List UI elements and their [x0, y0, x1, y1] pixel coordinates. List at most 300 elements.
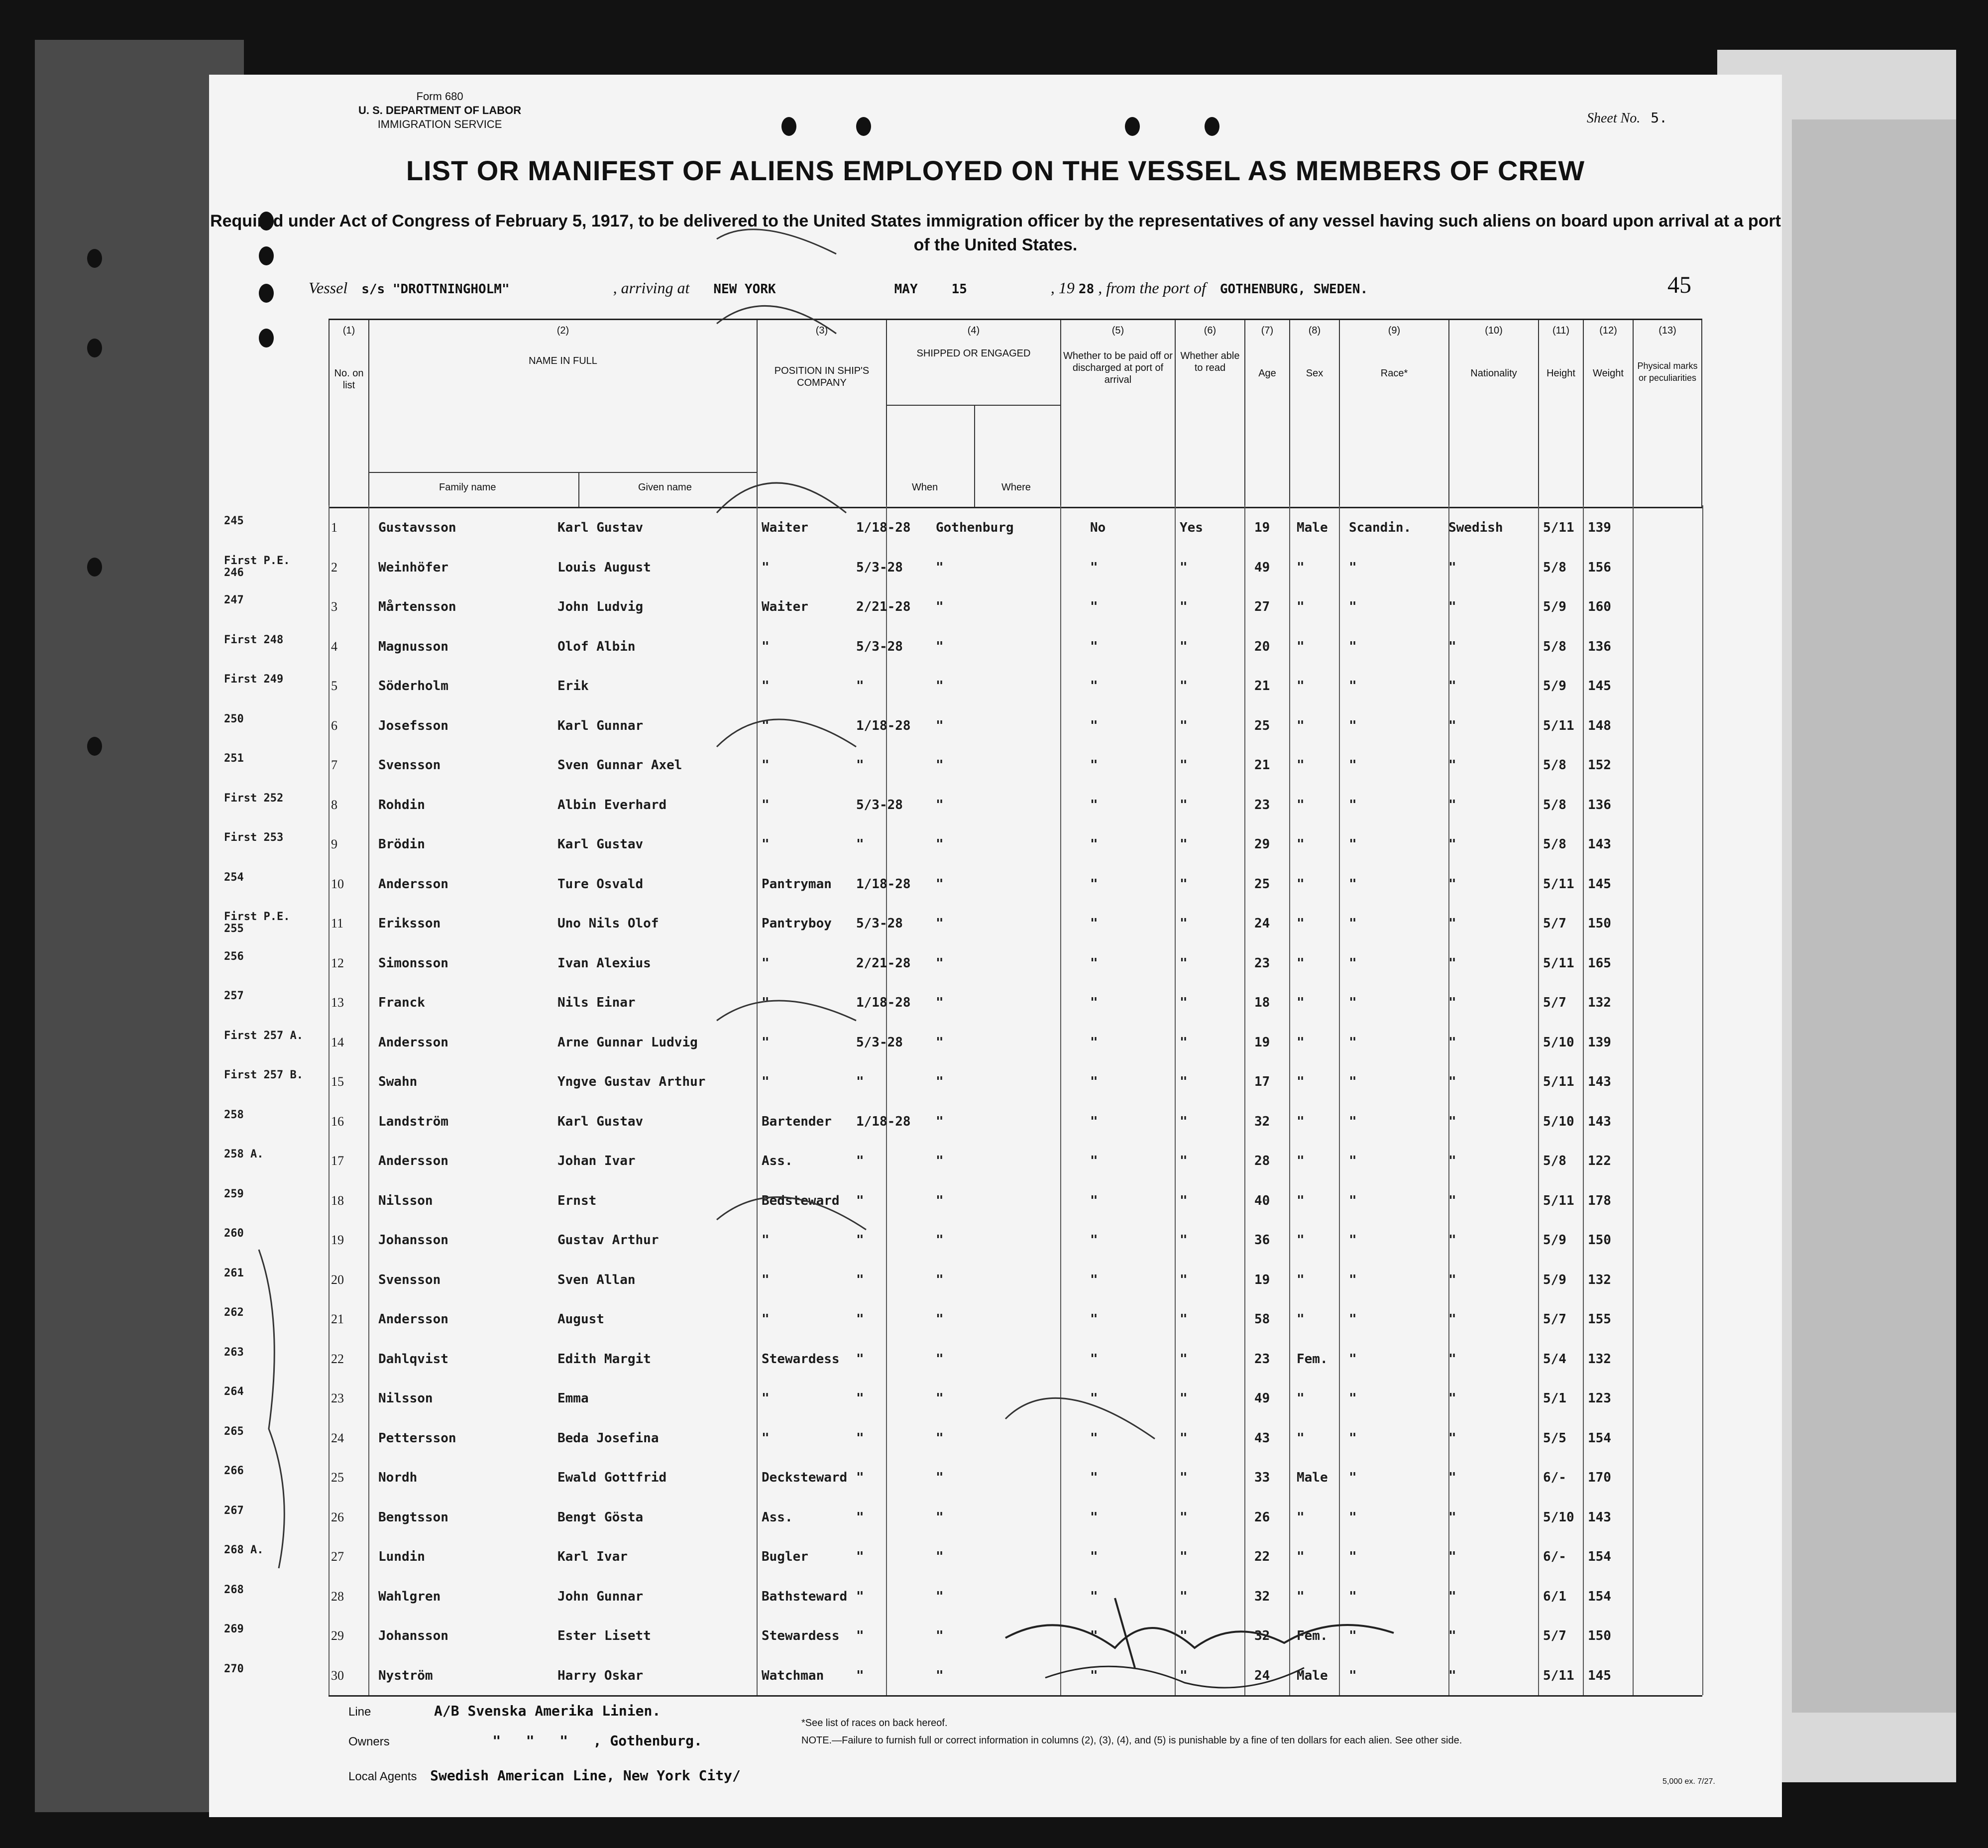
- cell-age: 20: [1254, 639, 1270, 654]
- form-number: Form 680: [416, 90, 463, 103]
- cell-nationality: ": [1448, 955, 1456, 971]
- cell-paid-off: ": [1090, 1114, 1098, 1129]
- cell-age: 49: [1254, 560, 1270, 575]
- cell-weight: 122: [1588, 1154, 1611, 1168]
- cell-shipped-when: ": [856, 1549, 864, 1564]
- form-header-block: [358, 90, 521, 131]
- cell-shipped-where: ": [936, 1351, 944, 1367]
- cell-race: ": [1349, 718, 1357, 733]
- cell-margin-list-number: 266: [224, 1465, 244, 1477]
- table-row: [209, 1223, 1782, 1262]
- table-row: [209, 550, 1782, 589]
- cell-race: ": [1349, 1470, 1357, 1485]
- cell-given-name: Erik: [557, 679, 589, 693]
- cell-margin-list-number: First 257 A.: [224, 1029, 303, 1042]
- cell-given-name: Arne Gunnar Ludvig: [557, 1035, 698, 1050]
- cell-margin-list-number: First 253: [224, 831, 284, 844]
- cell-sex: ": [1297, 995, 1305, 1010]
- cell-race: ": [1349, 1430, 1357, 1446]
- cell-given-name: Karl Gustav: [557, 520, 644, 535]
- cell-row-number: 12: [331, 955, 344, 970]
- cell-height: 5/9: [1543, 1233, 1566, 1248]
- cell-given-name: John Gunnar: [557, 1589, 644, 1604]
- cell-margin-list-number: 268: [224, 1583, 244, 1596]
- cell-shipped-when: ": [856, 1193, 864, 1208]
- table-row: [209, 1064, 1782, 1104]
- cell-weight: 143: [1588, 837, 1611, 852]
- cell-shipped-when: ": [856, 1074, 864, 1089]
- cell-row-number: 4: [331, 639, 337, 654]
- arrival-port: NEW YORK: [713, 282, 776, 297]
- cell-row-number: 27: [331, 1549, 344, 1564]
- cell-race: ": [1349, 1272, 1357, 1287]
- cell-age: 23: [1254, 1351, 1270, 1367]
- cell-shipped-where: Gothenburg: [936, 520, 1014, 535]
- cell-nationality: ": [1448, 1312, 1456, 1327]
- cell-sex: ": [1297, 758, 1305, 773]
- cell-age: 32: [1254, 1114, 1270, 1129]
- cell-shipped-when: ": [856, 1668, 864, 1683]
- cell-position: Watchman: [762, 1668, 824, 1683]
- cell-sex: ": [1297, 916, 1305, 931]
- cell-row-number: 28: [331, 1589, 344, 1604]
- cell-nationality: ": [1448, 916, 1456, 931]
- cell-age: 21: [1254, 758, 1270, 773]
- cell-position: ": [762, 797, 770, 812]
- cell-age: 49: [1254, 1391, 1270, 1406]
- cell-age: 29: [1254, 837, 1270, 852]
- cell-given-name: Karl Gustav: [557, 837, 644, 852]
- cell-height: 6/-: [1543, 1549, 1566, 1564]
- footer-agents-field: [348, 1767, 741, 1784]
- cell-paid-off: ": [1090, 837, 1098, 852]
- cell-age: 24: [1254, 916, 1270, 931]
- cell-given-name: Ivan Alexius: [557, 955, 651, 971]
- cell-paid-off: ": [1090, 1589, 1098, 1604]
- table-row: [209, 1539, 1782, 1579]
- agents-label: Local Agents: [348, 1770, 417, 1783]
- cell-nationality: ": [1448, 876, 1456, 892]
- cell-nationality: ": [1448, 797, 1456, 812]
- cell-age: 33: [1254, 1470, 1270, 1485]
- cell-height: 5/11: [1543, 1668, 1574, 1683]
- cell-row-number: 13: [331, 995, 344, 1010]
- cell-nationality: ": [1448, 639, 1456, 654]
- cell-position: ": [762, 560, 770, 575]
- col-header-shipped: (4) SHIPPED OR ENGAGED When Where: [886, 320, 1060, 507]
- manifest-page: [209, 75, 1782, 1817]
- table-row: [209, 510, 1782, 550]
- cell-age: 21: [1254, 679, 1270, 693]
- cell-shipped-when: ": [856, 1628, 864, 1643]
- cell-row-number: 10: [331, 876, 344, 891]
- line-value: A/B Svenska Amerika Linien.: [434, 1703, 661, 1719]
- col-header-paid-off: (5) Whether to be paid off or discharged at port of arrival: [1060, 320, 1175, 507]
- cell-height: 5/10: [1543, 1035, 1574, 1050]
- cell-margin-list-number: First 249: [224, 673, 284, 686]
- cell-shipped-when: ": [856, 1470, 864, 1485]
- cell-given-name: Karl Gustav: [557, 1114, 644, 1129]
- cell-shipped-where: ": [936, 560, 944, 575]
- cell-sex: ": [1297, 1391, 1305, 1406]
- table-row: [209, 867, 1782, 906]
- cell-family-name: Bengtsson: [378, 1509, 448, 1525]
- cell-given-name: Nils Einar: [557, 995, 636, 1010]
- cell-given-name: Uno Nils Olof: [557, 916, 659, 931]
- punch-hole: [781, 117, 796, 136]
- cell-paid-off: ": [1090, 1351, 1098, 1367]
- cell-family-name: Nilsson: [378, 1193, 433, 1208]
- cell-paid-off: ": [1090, 1193, 1098, 1208]
- cell-nationality: ": [1448, 1391, 1456, 1406]
- cell-paid-off: ": [1090, 1272, 1098, 1287]
- cell-shipped-when: 1/18-28: [856, 876, 911, 892]
- cell-shipped-when: 1/18-28: [856, 718, 911, 733]
- cell-height: 5/7: [1543, 1628, 1566, 1643]
- cell-able-to-read: ": [1180, 916, 1188, 931]
- owners-value: " " " , Gothenburg.: [492, 1732, 702, 1749]
- cell-position: ": [762, 1312, 770, 1327]
- cell-paid-off: ": [1090, 1668, 1098, 1683]
- cell-shipped-where: ": [936, 1272, 944, 1287]
- cell-weight: 156: [1588, 560, 1611, 575]
- cell-race: ": [1349, 560, 1357, 575]
- cell-nationality: ": [1448, 1470, 1456, 1485]
- cell-weight: 170: [1588, 1470, 1611, 1485]
- cell-sex: ": [1297, 1312, 1305, 1327]
- cell-shipped-where: ": [936, 679, 944, 693]
- cell-race: ": [1349, 1074, 1357, 1089]
- cell-age: 40: [1254, 1193, 1270, 1208]
- table-row: [209, 748, 1782, 787]
- vessel-name: s/s "DROTTNINGHOLM": [361, 282, 510, 297]
- cell-paid-off: ": [1090, 916, 1098, 931]
- cell-sex: ": [1297, 560, 1305, 575]
- cell-height: 5/8: [1543, 758, 1566, 773]
- cell-height: 6/1: [1543, 1589, 1566, 1604]
- cell-shipped-where: ": [936, 1509, 944, 1525]
- cell-nationality: ": [1448, 1272, 1456, 1287]
- cell-margin-list-number: 260: [224, 1227, 244, 1240]
- cell-weight: 145: [1588, 679, 1611, 693]
- cell-able-to-read: ": [1180, 1628, 1188, 1643]
- year-prefix: , 19: [1050, 279, 1075, 297]
- cell-position: ": [762, 758, 770, 773]
- cell-shipped-where: ": [936, 1430, 944, 1446]
- print-code: 5,000 ex. 7/27.: [1662, 1777, 1715, 1786]
- cell-family-name: Andersson: [378, 1154, 448, 1168]
- cell-sex: ": [1297, 599, 1305, 614]
- cell-race: ": [1349, 1154, 1357, 1168]
- cell-nationality: ": [1448, 1589, 1456, 1604]
- cell-given-name: Karl Gunnar: [557, 718, 644, 733]
- cell-family-name: Wahlgren: [378, 1589, 441, 1604]
- cell-weight: 145: [1588, 1668, 1611, 1683]
- cell-family-name: Dahlqvist: [378, 1351, 448, 1367]
- cell-shipped-when: 1/18-28: [856, 520, 911, 535]
- cell-race: ": [1349, 1035, 1357, 1050]
- cell-nationality: ": [1448, 560, 1456, 575]
- cell-nationality: ": [1448, 1628, 1456, 1643]
- cell-weight: 136: [1588, 797, 1611, 812]
- cell-shipped-where: ": [936, 995, 944, 1010]
- cell-weight: 165: [1588, 955, 1611, 971]
- corner-number: 45: [1667, 272, 1691, 298]
- cell-margin-list-number: First 252: [224, 792, 284, 805]
- cell-row-number: 17: [331, 1154, 344, 1168]
- cell-row-number: 21: [331, 1312, 344, 1326]
- cell-given-name: Beda Josefina: [557, 1430, 659, 1446]
- cell-height: 5/8: [1543, 560, 1566, 575]
- cell-able-to-read: ": [1180, 599, 1188, 614]
- cell-shipped-when: ": [856, 1312, 864, 1327]
- punch-hole: [1205, 117, 1219, 136]
- cell-sex: ": [1297, 1272, 1305, 1287]
- cell-age: 19: [1254, 1272, 1270, 1287]
- cell-race: ": [1349, 1549, 1357, 1564]
- cell-paid-off: ": [1090, 1549, 1098, 1564]
- cell-age: 22: [1254, 1549, 1270, 1564]
- cell-paid-off: ": [1090, 1154, 1098, 1168]
- cell-given-name: Ester Lisett: [557, 1628, 651, 1643]
- cell-row-number: 23: [331, 1391, 344, 1405]
- cell-race: ": [1349, 916, 1357, 931]
- page-subtitle: Required under Act of Congress of February 5, 1917, to be delivered to the United States immigration officer by the representatives of any vessel having such aliens on board upon arrival at a port of the United States.: [210, 212, 1781, 254]
- cell-nationality: ": [1448, 1154, 1456, 1168]
- cell-position: Bartender: [762, 1114, 832, 1129]
- cell-shipped-when: ": [856, 1391, 864, 1406]
- cell-family-name: Franck: [378, 995, 425, 1010]
- table-row: [209, 1025, 1782, 1064]
- cell-paid-off: ": [1090, 1430, 1098, 1446]
- cell-sex: ": [1297, 1430, 1305, 1446]
- cell-row-number: 19: [331, 1233, 344, 1247]
- cell-paid-off: ": [1090, 718, 1098, 733]
- cell-row-number: 29: [331, 1628, 344, 1643]
- vessel-label: Vessel: [309, 279, 348, 297]
- cell-nationality: ": [1448, 837, 1456, 852]
- cell-shipped-where: ": [936, 797, 944, 812]
- cell-position: ": [762, 1272, 770, 1287]
- cell-sex: ": [1297, 1193, 1305, 1208]
- cell-family-name: Svensson: [378, 1272, 441, 1287]
- cell-family-name: Simonsson: [378, 955, 448, 971]
- cell-sex: ": [1297, 639, 1305, 654]
- cell-margin-list-number: 256: [224, 950, 244, 963]
- binder-hole: [87, 339, 102, 357]
- cell-margin-list-number: First P.E. 246: [224, 554, 290, 579]
- cell-given-name: John Ludvig: [557, 599, 644, 614]
- cell-position: Bathsteward: [762, 1589, 848, 1604]
- col-header-family: Family name: [439, 482, 496, 493]
- cell-shipped-when: ": [856, 1272, 864, 1287]
- footer-owners-field: [348, 1732, 702, 1749]
- cell-paid-off: ": [1090, 639, 1098, 654]
- cell-family-name: Andersson: [378, 1035, 448, 1050]
- cell-able-to-read: ": [1180, 1154, 1188, 1168]
- cell-family-name: Magnusson: [378, 639, 448, 654]
- cell-shipped-where: ": [936, 916, 944, 931]
- cell-nationality: ": [1448, 1193, 1456, 1208]
- cell-weight: 150: [1588, 1233, 1611, 1248]
- cell-position: ": [762, 718, 770, 733]
- table-row: [209, 1500, 1782, 1539]
- cell-weight: 139: [1588, 520, 1611, 535]
- cell-family-name: Brödin: [378, 837, 425, 852]
- cell-able-to-read: ": [1180, 1193, 1188, 1208]
- cell-able-to-read: ": [1180, 1391, 1188, 1406]
- cell-able-to-read: ": [1180, 560, 1188, 575]
- cell-given-name: Karl Ivar: [557, 1549, 628, 1564]
- cell-sex: Male: [1297, 1668, 1328, 1683]
- cell-sex: ": [1297, 718, 1305, 733]
- cell-nationality: ": [1448, 995, 1456, 1010]
- cell-position: Ass.: [762, 1154, 793, 1168]
- cell-height: 5/11: [1543, 718, 1574, 733]
- binder-page-stack-inner: [1792, 119, 1956, 1713]
- col-header-when: When: [912, 482, 938, 493]
- cell-nationality: ": [1448, 1351, 1456, 1367]
- cell-age: 25: [1254, 718, 1270, 733]
- cell-height: 5/11: [1543, 876, 1574, 892]
- cell-margin-list-number: 247: [224, 594, 244, 606]
- cell-margin-list-number: 245: [224, 515, 244, 527]
- cell-given-name: August: [557, 1312, 604, 1327]
- col-header-name: (2) NAME IN FULL Family name Given name: [368, 320, 757, 507]
- cell-height: 5/10: [1543, 1509, 1574, 1525]
- cell-margin-list-number: 251: [224, 752, 244, 765]
- table-row: [209, 589, 1782, 629]
- col-header-race: (9) Race*: [1339, 320, 1448, 507]
- cell-family-name: Josefsson: [378, 718, 448, 733]
- department-name: U. S. DEPARTMENT OF LABOR: [358, 104, 522, 116]
- cell-sex: ": [1297, 1233, 1305, 1248]
- arriving-label: , arriving at: [613, 279, 690, 297]
- table-row: [209, 629, 1782, 669]
- cell-family-name: Gustavsson: [378, 520, 456, 535]
- cell-able-to-read: ": [1180, 758, 1188, 773]
- cell-paid-off: No: [1090, 520, 1106, 535]
- cell-race: ": [1349, 758, 1357, 773]
- table-row: [209, 985, 1782, 1025]
- cell-race: ": [1349, 1193, 1357, 1208]
- from-port-label: , from the port of: [1098, 279, 1206, 297]
- cell-able-to-read: ": [1180, 797, 1188, 812]
- cell-paid-off: ": [1090, 1035, 1098, 1050]
- cell-given-name: Gustav Arthur: [557, 1233, 659, 1248]
- cell-age: 23: [1254, 797, 1270, 812]
- cell-position: Stewardess: [762, 1628, 840, 1643]
- cell-shipped-where: ": [936, 1193, 944, 1208]
- cell-given-name: Johan Ivar: [557, 1154, 636, 1168]
- cell-race: ": [1349, 1509, 1357, 1525]
- cell-margin-list-number: 250: [224, 712, 244, 725]
- cell-family-name: Nordh: [378, 1470, 418, 1485]
- cell-sex: ": [1297, 1154, 1305, 1168]
- col-header-weight: (12) Weight: [1583, 320, 1633, 507]
- cell-paid-off: ": [1090, 797, 1098, 812]
- cell-position: ": [762, 639, 770, 654]
- cell-margin-list-number: 254: [224, 871, 244, 884]
- cell-shipped-when: 5/3-28: [856, 1035, 903, 1050]
- cell-height: 6/-: [1543, 1470, 1566, 1485]
- cell-family-name: Söderholm: [378, 679, 448, 693]
- cell-sex: ": [1297, 1589, 1305, 1604]
- cell-race: ": [1349, 1628, 1357, 1643]
- cell-paid-off: ": [1090, 1074, 1098, 1089]
- cell-given-name: Ture Osvald: [557, 876, 644, 892]
- cell-height: 5/8: [1543, 797, 1566, 812]
- cell-shipped-when: ": [856, 1154, 864, 1168]
- col-header-sex: (8) Sex: [1289, 320, 1339, 507]
- cell-margin-list-number: 258: [224, 1108, 244, 1121]
- cell-paid-off: ": [1090, 995, 1098, 1010]
- cell-margin-list-number: 265: [224, 1425, 244, 1438]
- cell-family-name: Swahn: [378, 1074, 418, 1089]
- cell-margin-list-number: 262: [224, 1306, 244, 1319]
- cell-margin-list-number: 270: [224, 1662, 244, 1675]
- cell-paid-off: ": [1090, 1233, 1098, 1248]
- cell-nationality: ": [1448, 1074, 1456, 1089]
- cell-height: 5/7: [1543, 1312, 1566, 1327]
- cell-race: ": [1349, 599, 1357, 614]
- cell-margin-list-number: 264: [224, 1386, 244, 1398]
- cell-margin-list-number: First 257 B.: [224, 1069, 303, 1081]
- cell-race: ": [1349, 1589, 1357, 1604]
- cell-row-number: 5: [331, 679, 337, 693]
- cell-able-to-read: Yes: [1180, 520, 1203, 535]
- cell-age: 19: [1254, 1035, 1270, 1050]
- cell-height: 5/11: [1543, 520, 1574, 535]
- cell-row-number: 18: [331, 1193, 344, 1208]
- cell-age: 27: [1254, 599, 1270, 614]
- cell-paid-off: ": [1090, 1628, 1098, 1643]
- cell-race: ": [1349, 837, 1357, 852]
- cell-height: 5/9: [1543, 1272, 1566, 1287]
- cell-able-to-read: ": [1180, 1351, 1188, 1367]
- punch-hole: [856, 117, 871, 136]
- cell-position: ": [762, 1391, 770, 1406]
- cell-weight: 145: [1588, 876, 1611, 892]
- cell-able-to-read: ": [1180, 1668, 1188, 1683]
- cell-shipped-where: ": [936, 1312, 944, 1327]
- cell-able-to-read: ": [1180, 1549, 1188, 1564]
- cell-paid-off: ": [1090, 679, 1098, 693]
- binder-hole: [87, 558, 102, 577]
- cell-nationality: ": [1448, 758, 1456, 773]
- cell-height: 5/11: [1543, 955, 1574, 971]
- cell-shipped-where: ": [936, 1549, 944, 1564]
- cell-nationality: ": [1448, 1509, 1456, 1525]
- cell-family-name: Pettersson: [378, 1430, 456, 1446]
- cell-age: 32: [1254, 1589, 1270, 1604]
- cell-race: ": [1349, 1233, 1357, 1248]
- cell-able-to-read: ": [1180, 1114, 1188, 1129]
- cell-given-name: Yngve Gustav Arthur: [557, 1074, 706, 1089]
- cell-weight: 152: [1588, 758, 1611, 773]
- cell-row-number: 22: [331, 1351, 344, 1366]
- cell-sex: ": [1297, 1114, 1305, 1129]
- cell-shipped-when: ": [856, 1509, 864, 1525]
- cell-able-to-read: ": [1180, 1589, 1188, 1604]
- cell-able-to-read: ": [1180, 876, 1188, 892]
- cell-position: ": [762, 837, 770, 852]
- cell-paid-off: ": [1090, 1470, 1098, 1485]
- footer-line-field: [348, 1703, 661, 1719]
- cell-nationality: ": [1448, 1668, 1456, 1683]
- cell-age: 58: [1254, 1312, 1270, 1327]
- table-row: [209, 788, 1782, 827]
